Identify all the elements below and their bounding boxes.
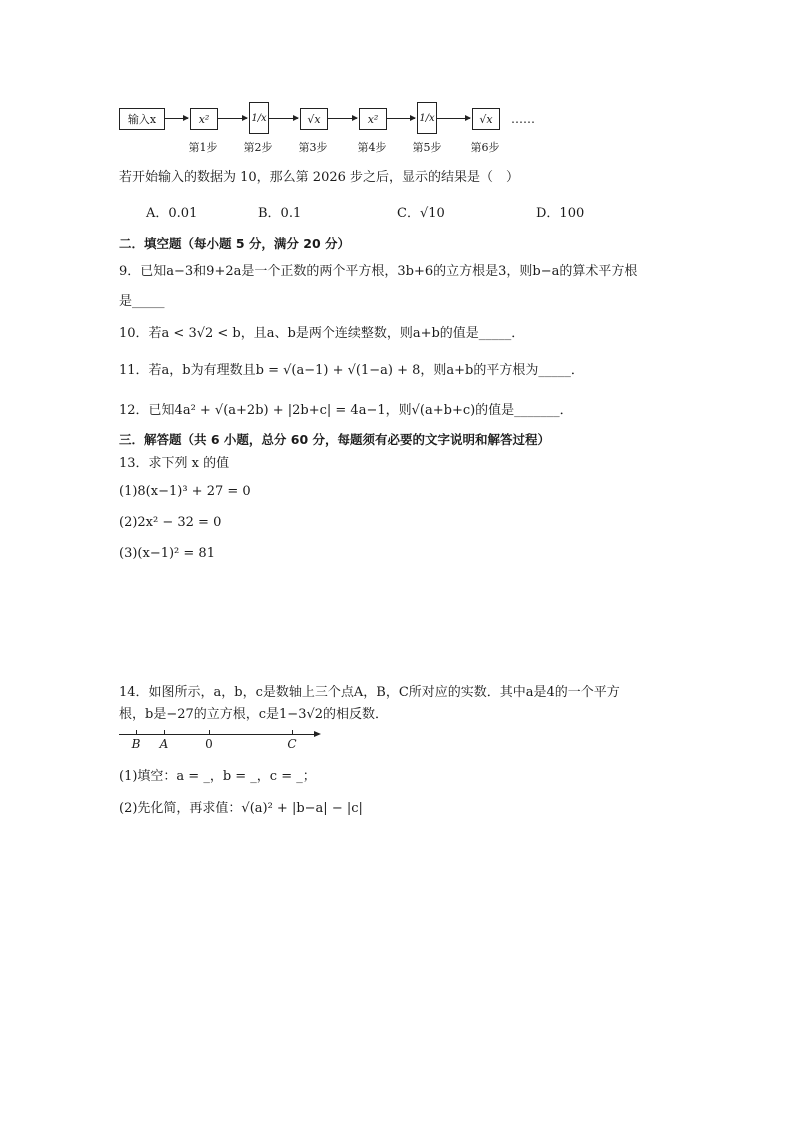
axis-label-b: B [131, 737, 141, 751]
q13-part1: (1)8(x−1)³ + 27 = 0 [119, 484, 251, 499]
flow-arrow [217, 118, 247, 119]
step-label-4: 第4步 [357, 141, 387, 154]
step-label-3: 第3步 [298, 141, 328, 154]
q9-line1: 9．已知a−3和9+2a是一个正数的两个平方根，3b+6的立方根是3，则b−a的算术平方根 [119, 264, 638, 279]
flow-arrow [436, 118, 470, 119]
axis-label-zero: 0 [205, 737, 213, 751]
flow-op-box-5: 1/x [417, 102, 437, 134]
q12: 12．已知4a² + √(a+2b) + |2b+c| = 4a−1，则√(a+b+c)的值是_______． [119, 403, 573, 418]
flow-op-box-6: √x [472, 108, 500, 130]
q14-part2: (2)先化简，再求值：√(a)² + |b−a| − |c| [119, 801, 363, 816]
flow-arrow [164, 118, 188, 119]
axis-label-c: C [287, 737, 297, 751]
flow-op-box-1: x² [190, 108, 218, 130]
flow-op-box-3: √x [300, 108, 328, 130]
flow-op-box-2: 1/x [249, 102, 269, 134]
flow-arrow [268, 118, 298, 119]
q14-part1: (1)填空：a = _，b = _，c = _； [119, 769, 316, 784]
q8-option-c: C．√10 [397, 206, 445, 221]
step-label-1: 第1步 [188, 141, 218, 154]
q8-option-d: D．100 [536, 206, 585, 221]
q14-line2: 根，b是−27的立方根，c是1−3√2的相反数． [119, 707, 389, 722]
flow-op-box-4: x² [359, 108, 387, 130]
q9-line2: 是_____ [119, 294, 165, 309]
q13-part3: (3)(x−1)² = 81 [119, 546, 215, 561]
flow-arrow [327, 118, 357, 119]
q11: 11．若a，b为有理数且b = √(a−1) + √(1−a) + 8，则a+b的平方根为_____． [119, 363, 584, 378]
flow-input-box [119, 108, 165, 130]
step-label-5: 第5步 [412, 141, 442, 154]
section2-title: 二．填空题（每小题 5 分，满分 20 分） [119, 236, 351, 251]
step-label-2: 第2步 [243, 141, 273, 154]
q8-option-a: A．0.01 [146, 206, 198, 221]
axis-label-a: A [159, 737, 169, 751]
flow-arrow [386, 118, 415, 119]
q13-stem: 13．求下列 x 的值 [119, 456, 230, 471]
q8-option-b: B．0.1 [258, 206, 302, 221]
tick-zero [209, 730, 210, 735]
q13-part2: (2)2x² − 32 = 0 [119, 515, 222, 530]
q14-line1: 14．如图所示，a，b，c是数轴上三个点A，B，C所对应的实数．其中a是4的一个平方 [119, 685, 620, 700]
q8-stem: 若开始输入的数据为 10，那么第 2026 步之后，显示的结果是（ ） [119, 170, 520, 185]
tick-c [292, 730, 293, 735]
section3-title: 三．解答题（共 6 小题，总分 60 分，每题须有必要的文字说明和解答过程） [119, 432, 551, 447]
tick-b [136, 730, 137, 735]
step-label-6: 第6步 [470, 141, 500, 154]
flow-ellipsis: …… [511, 112, 535, 126]
flow-input-label: 输入x [127, 113, 157, 126]
number-line [119, 734, 319, 735]
tick-a [164, 730, 165, 735]
q10: 10．若a < 3√2 < b，且a、b是两个连续整数，则a+b的值是_____． [119, 326, 525, 341]
